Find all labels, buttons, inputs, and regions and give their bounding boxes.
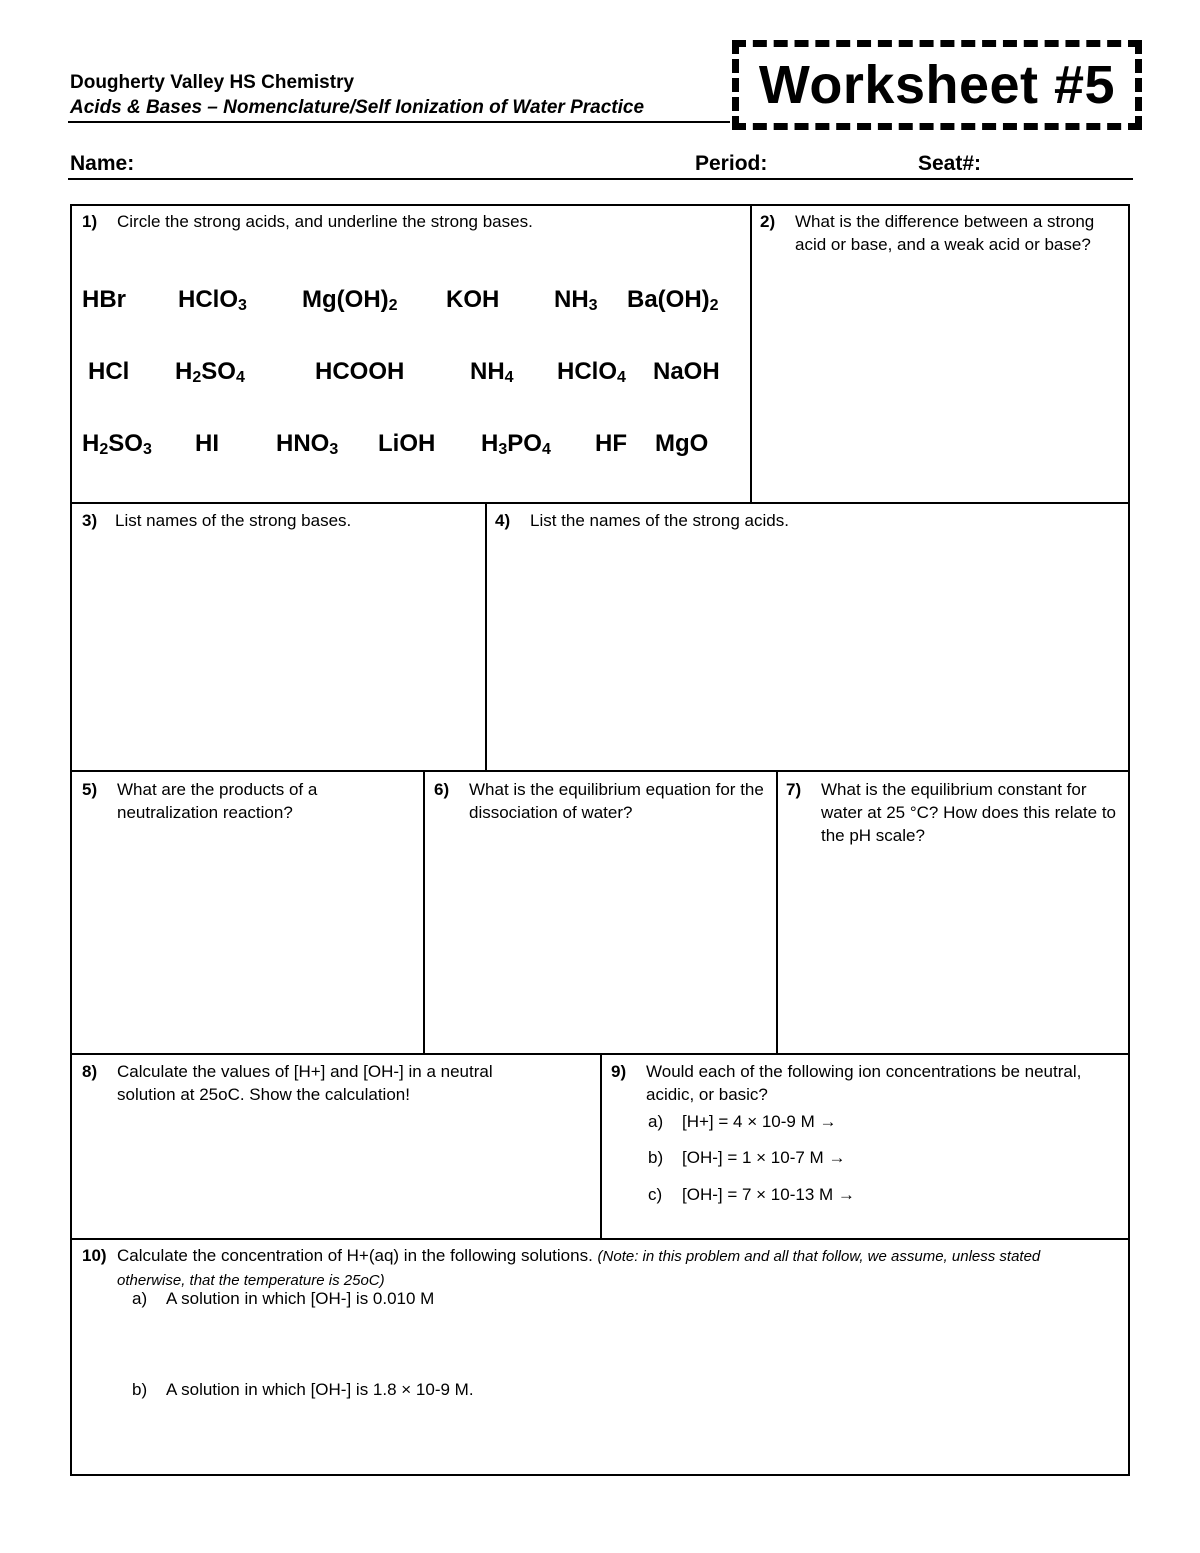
question-10a-key: a) [132,1289,148,1308]
formula-h3po4[interactable]: $H_3PO_4$ [481,430,551,458]
question-4-text: List the names of the strong acids. [530,511,789,530]
question-6-number: 6) [434,780,450,799]
question-7-number: 7) [786,780,802,799]
question-3-text: List names of the strong bases. [115,511,352,530]
question-5-number: 5) [82,780,98,799]
question-5-text: What are the products of a neutralization reaction? [117,780,318,822]
question-10b-text: A solution in which [OH-] is 1.8 × 10-9 M. [166,1380,474,1399]
question-9c [648,1185,855,1205]
question-9b-text: [OH-] = 1 × 10-7 M → [682,1148,846,1167]
name-line [68,178,1133,180]
question-6 [434,778,769,824]
question-9a-text: [H+] = 4 × 10-9 M → [682,1112,837,1131]
formula-mgo[interactable]: MgO [655,430,709,457]
formula-hbr[interactable]: HBr [82,286,127,313]
period-label: Period: [695,152,768,175]
divider-row1 [72,502,1130,504]
question-2-number: 2) [760,212,776,231]
name-label: Name: [70,152,135,175]
question-1-text: Circle the strong acids, and underline the strong bases. [117,212,533,231]
worksheet-title-box [732,40,1142,130]
question-9a-key: a) [648,1112,664,1131]
question-10 [82,1244,1112,1292]
question-5 [82,778,412,824]
question-4-number: 4) [495,511,511,530]
formula-hcl[interactable]: HCl [88,358,130,385]
question-9a [648,1112,837,1132]
question-9b-key: b) [648,1148,664,1167]
question-8-number: 8) [82,1062,98,1081]
divider-row2 [72,770,1130,772]
question-3-number: 3) [82,511,98,530]
question-1-number: 1) [82,212,98,231]
question-8 [82,1060,552,1106]
question-9-text: Would each of the following ion concentrations be neutral, acidic, or basic? [646,1062,1082,1104]
question-8-text: Calculate the values of [H+] and [OH-] in a neutral solution at 25oC. Show the calculation! [117,1062,493,1104]
formula-hf[interactable]: HF [595,430,627,457]
question-9b [648,1148,845,1168]
question-2-text: What is the difference between a strong acid or base, and a weak acid or base? [795,212,1095,254]
header-divider [68,121,730,123]
question-3 [82,509,477,532]
question-10a-text: A solution in which [OH-] is 0.010 M [166,1289,435,1308]
formula-hcooh[interactable]: HCOOH [315,358,405,385]
formula-h2so4[interactable]: $H_2SO_4$ [175,358,245,386]
question-10-text [82,1244,1112,1292]
divider-q5-q6 [423,770,425,1053]
question-9 [611,1060,1111,1106]
divider-row4 [72,1238,1130,1240]
formula-hi[interactable]: HI [195,430,219,457]
question-10-note: (Note: in this problem and all that follow, we assume, unless stated otherwise, that the temperature is 25oC) [117,1248,1041,1289]
school-name: Dougherty Valley HS Chemistry [70,72,355,93]
question-10-number: 10) [82,1246,107,1265]
formula-koh[interactable]: KOH [446,286,500,313]
seat-label: Seat#: [918,152,982,175]
formula-h2so3[interactable]: $H_2SO_3$ [82,430,152,458]
divider-q6-q7 [776,770,778,1053]
formula-hclo4[interactable]: HClO$_4$ [557,358,626,386]
question-6-text: What is the equilibrium equation for the dissociation of water? [469,780,764,822]
question-10-main-text: Calculate the concentration of H+(aq) in the following solutions. [117,1246,593,1265]
formula-baoh2[interactable]: $Ba(OH)_2$ [627,286,719,314]
question-10a [132,1289,434,1309]
formula-nh3[interactable]: $NH_3$ [554,286,598,314]
question-4 [495,509,1125,532]
divider-q8-q9 [600,1053,602,1238]
question-10b [132,1380,474,1400]
formula-hclo3[interactable]: HClO$_3$ [178,286,247,314]
question-grid [70,204,1130,1476]
question-9-number: 9) [611,1062,627,1081]
question-2 [760,210,1120,256]
formula-hno3[interactable]: $HNO_3$ [276,430,339,458]
formula-nh4[interactable]: $NH_4$ [470,358,514,386]
question-7 [786,778,1124,847]
divider-q3-q4 [485,502,487,770]
question-9c-text: [OH-] = 7 × 10-13 M → [682,1185,855,1204]
worksheet-subtitle: Acids & Bases – Nomenclature/Self Ionization of Water Practice [70,97,645,118]
question-7-text: What is the equilibrium constant for water at 25 °C? How does this relate to the pH scale? [821,780,1117,845]
worksheet-title: Worksheet #5 [758,55,1116,115]
formula-mgoh2[interactable]: $Mg(OH)_2$ [302,286,398,314]
question-9c-key: c) [648,1185,663,1204]
question-10b-key: b) [132,1380,148,1399]
formula-lioh[interactable]: LiOH [378,430,436,457]
divider-q1-q2 [750,206,752,502]
formula-naoh[interactable]: NaOH [653,358,720,385]
question-1 [82,210,732,233]
